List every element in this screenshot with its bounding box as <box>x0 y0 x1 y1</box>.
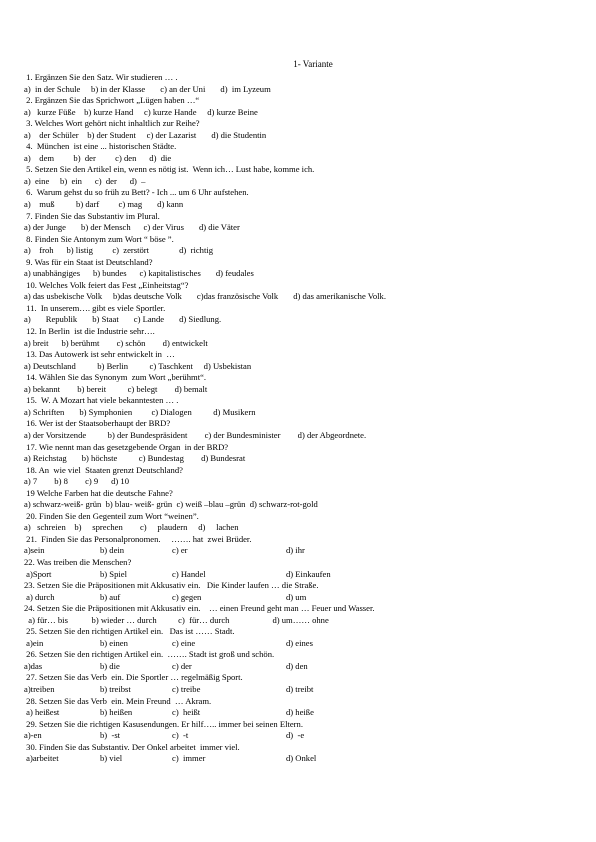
variant-title: 1- Variante <box>293 59 333 69</box>
question-22: 22. Was treiben die Menschen? <box>24 556 132 567</box>
question-14: 14. Wählen Sie das Synonym zum Wort „berühmt“. <box>24 372 207 383</box>
question-28: 28. Setzen Sie das Verb ein. Mein Freund … Akram. <box>24 695 212 706</box>
question-13: 13. Das Autowerk ist sehr entwickelt in … <box>24 349 175 360</box>
answer-option: a)ein <box>24 637 44 648</box>
answer-options-17: a) Reichstag b) höchste c) Bundestag d) Bundesrat <box>24 453 246 464</box>
question-10: 10. Welches Volk feiert das Fest „Einheitstag“? <box>24 279 189 290</box>
answer-options-4: a) dem b) der c) den d) die <box>24 152 172 163</box>
question-1: 1. Ergänzen Sie den Satz. Wir studieren … . <box>24 72 178 82</box>
answer-option: a) heißest <box>24 707 60 718</box>
answer-options-2: a) kurze Füße b) kurze Hand c) kurze Hande d) kurze Beine <box>24 106 258 117</box>
question-20: 20. Finden Sie den Gegenteil zum Wort “weinen”. <box>24 510 199 521</box>
answer-option: a)sein <box>24 545 45 556</box>
question-12: 12. In Berlin ist die Industrie sehr…. <box>24 326 155 337</box>
answer-option: d) den <box>286 660 308 671</box>
question-11: 11. In unserem…. gibt es viele Sportler. <box>24 302 166 313</box>
answer-options-9: a) unabhängiges b) bundes c) kapitalistisches d) feudales <box>24 268 254 279</box>
answer-options-14: a) bekannt b) bereit c) belegt d) bemalt <box>24 383 208 394</box>
answer-options-23 <box>24 592 584 604</box>
answer-option: c) der <box>172 660 192 671</box>
answer-options-18: a) 7 b) 8 c) 9 d) 10 <box>24 476 130 487</box>
question-list <box>24 72 584 765</box>
answer-options-16: a) der Vorsitzende b) der Bundespräsident c) der Bundesminister d) der Abgeordnete. <box>24 429 367 440</box>
answer-options-7: a) der Junge b) der Mensch c) der Virus d) die Väter <box>24 222 240 233</box>
question-23: 23. Setzen Sie die Präpositionen mit Akkusativ ein. Die Kinder laufen … die Straße. <box>24 580 319 591</box>
answer-options-24: a) für… bis b) wieder … durch c) für… durch d) um…… ohne <box>24 614 329 625</box>
answer-options-20: a) schreien b) sprechen c) plaudern d) lachen <box>24 522 239 533</box>
answer-option: b) -st <box>100 730 121 741</box>
answer-option: d) treibt <box>286 683 314 694</box>
answer-options-12: a) breit b) berühmt c) schön d) entwickelt <box>24 337 208 348</box>
answer-options-30 <box>24 753 584 765</box>
answer-option: a)arbeitet <box>24 753 59 764</box>
answer-options-5: a) eine b) ein c) der d) – <box>24 175 146 186</box>
answer-options-27 <box>24 684 584 696</box>
answer-option: b) treibst <box>100 683 131 694</box>
answer-options-26 <box>24 661 584 673</box>
answer-options-13: a) Deutschland b) Berlin c) Taschkent d) Usbekistan <box>24 360 252 371</box>
answer-option: b) auf <box>100 591 121 602</box>
answer-options-11: a) Republik b) Staat c) Lande d) Siedlung. <box>24 314 222 325</box>
question-9: 9. Was für ein Staat ist Deutschland? <box>24 256 153 267</box>
answer-options-22 <box>24 569 584 581</box>
answer-option: d) -e <box>286 730 305 741</box>
question-6: 6. Warum gehst du so früh zu Bett? - Ich ... um 6 Uhr aufstehen. <box>24 187 249 198</box>
answer-options-19: a) schwarz-weiß- grün b) blau- weiß- grün c) weiß –blau –grün d) schwarz-rot-gold <box>24 499 318 510</box>
question-3: 3. Welches Wort gehört nicht inhaltlich zur Reihe? <box>24 118 200 129</box>
question-4: 4. München ist eine ... historischen Städte. <box>24 141 177 152</box>
question-25: 25. Setzen Sie den richtigen Artikel ein. Das ist …… Stadt. <box>24 626 235 637</box>
answer-options-28 <box>24 707 584 719</box>
question-8: 8. Finden Sie Antonym zum Wort “ böse ”. <box>24 233 174 244</box>
answer-option: d) Onkel <box>286 753 317 764</box>
question-5: 5. Setzen Sie den Artikel ein, wenn es nötig ist. Wenn ich… Lust habe, komme ich. <box>24 164 315 175</box>
answer-option: d) heiße <box>286 707 314 718</box>
answer-option: a) durch <box>24 591 55 602</box>
question-26: 26. Setzen Sie den richtigen Artikel ein. ……. Stadt ist groß und schön. <box>24 649 275 660</box>
question-17: 17. Wie nennt man das gesetzgebende Organ in der BRD? <box>24 441 229 452</box>
answer-options-29 <box>24 730 584 742</box>
answer-options-3: a) der Schüler b) der Student c) der Lazarist d) die Studentin <box>24 129 267 140</box>
answer-options-1: a) in der Schule b) in der Klasse c) an der Uni d) im Lyzeum <box>24 83 271 94</box>
answer-options-10: a) das usbekische Volk b)das deutsche Volk c)das französische Volk d) das amerikanische Volk. <box>24 291 386 302</box>
answer-options-8: a) froh b) listig c) zerstört d) richtig <box>24 245 214 256</box>
question-2: 2. Ergänzen Sie das Sprichwort „Lügen haben …“ <box>24 95 200 106</box>
question-18: 18. An wie viel Staaten grenzt Deutschland? <box>24 464 183 475</box>
answer-option: a)-en <box>24 730 42 741</box>
answer-options-15: a) Schriften b) Symphonien c) Dialogen d) Musikern <box>24 406 256 417</box>
answer-option: a)das <box>24 660 43 671</box>
answer-option: c) gegen <box>172 591 202 602</box>
question-29: 29. Setzen Sie die richtigen Kasusendungen. Er hilf….. immer bei seinen Eltern. <box>24 718 303 729</box>
answer-option: c) eine <box>172 637 196 648</box>
answer-option: d) um <box>286 591 307 602</box>
answer-option: a)treiben <box>24 683 55 694</box>
answer-option: b) einen <box>100 637 128 648</box>
answer-option: b) die <box>100 660 120 671</box>
answer-option: c) er <box>172 545 188 556</box>
answer-option: d) ihr <box>286 545 305 556</box>
answer-options-21 <box>24 545 584 557</box>
question-7: 7. Finden Sie das Substantiv im Plural. <box>24 210 160 221</box>
question-24: 24. Setzen Sie die Präpositionen mit Akkusativ ein. … einen Freund geht man … Feuer und Wasser. <box>24 603 375 614</box>
question-16: 16. Wer ist der Staatsoberhaupt der BRD? <box>24 418 171 429</box>
answer-option: b) heißen <box>100 707 133 718</box>
answer-option: b) Spiel <box>100 568 127 579</box>
question-19: 19 Welche Farben hat die deutsche Fahne? <box>24 487 173 498</box>
question-21: 21. Finden Sie das Personalpronomen. ……. hat zwei Brüder. <box>24 533 252 544</box>
answer-option: d) eines <box>286 637 313 648</box>
answer-option: c) immer <box>172 753 206 764</box>
answer-option: b) dein <box>100 545 125 556</box>
answer-option: c) heißt <box>172 707 201 718</box>
question-30: 30. Finden Sie das Substantiv. Der Onkel arbeitet immer viel. <box>24 741 240 752</box>
answer-option: a)Sport <box>24 568 52 579</box>
question-27: 27. Setzen Sie das Verb ein. Die Sportler … regelmäßig Sport. <box>24 672 243 683</box>
answer-options-6: a) muß b) darf c) mag d) kann <box>24 199 184 210</box>
answer-option: b) viel <box>100 753 123 764</box>
answer-option: d) Einkaufen <box>286 568 331 579</box>
answer-option: c) Handel <box>172 568 206 579</box>
answer-options-25 <box>24 638 584 650</box>
question-15: 15. W. A Mozart hat viele bekanntesten … . <box>24 395 179 406</box>
answer-option: c) -t <box>172 730 189 741</box>
answer-option: c) treibe <box>172 683 201 694</box>
